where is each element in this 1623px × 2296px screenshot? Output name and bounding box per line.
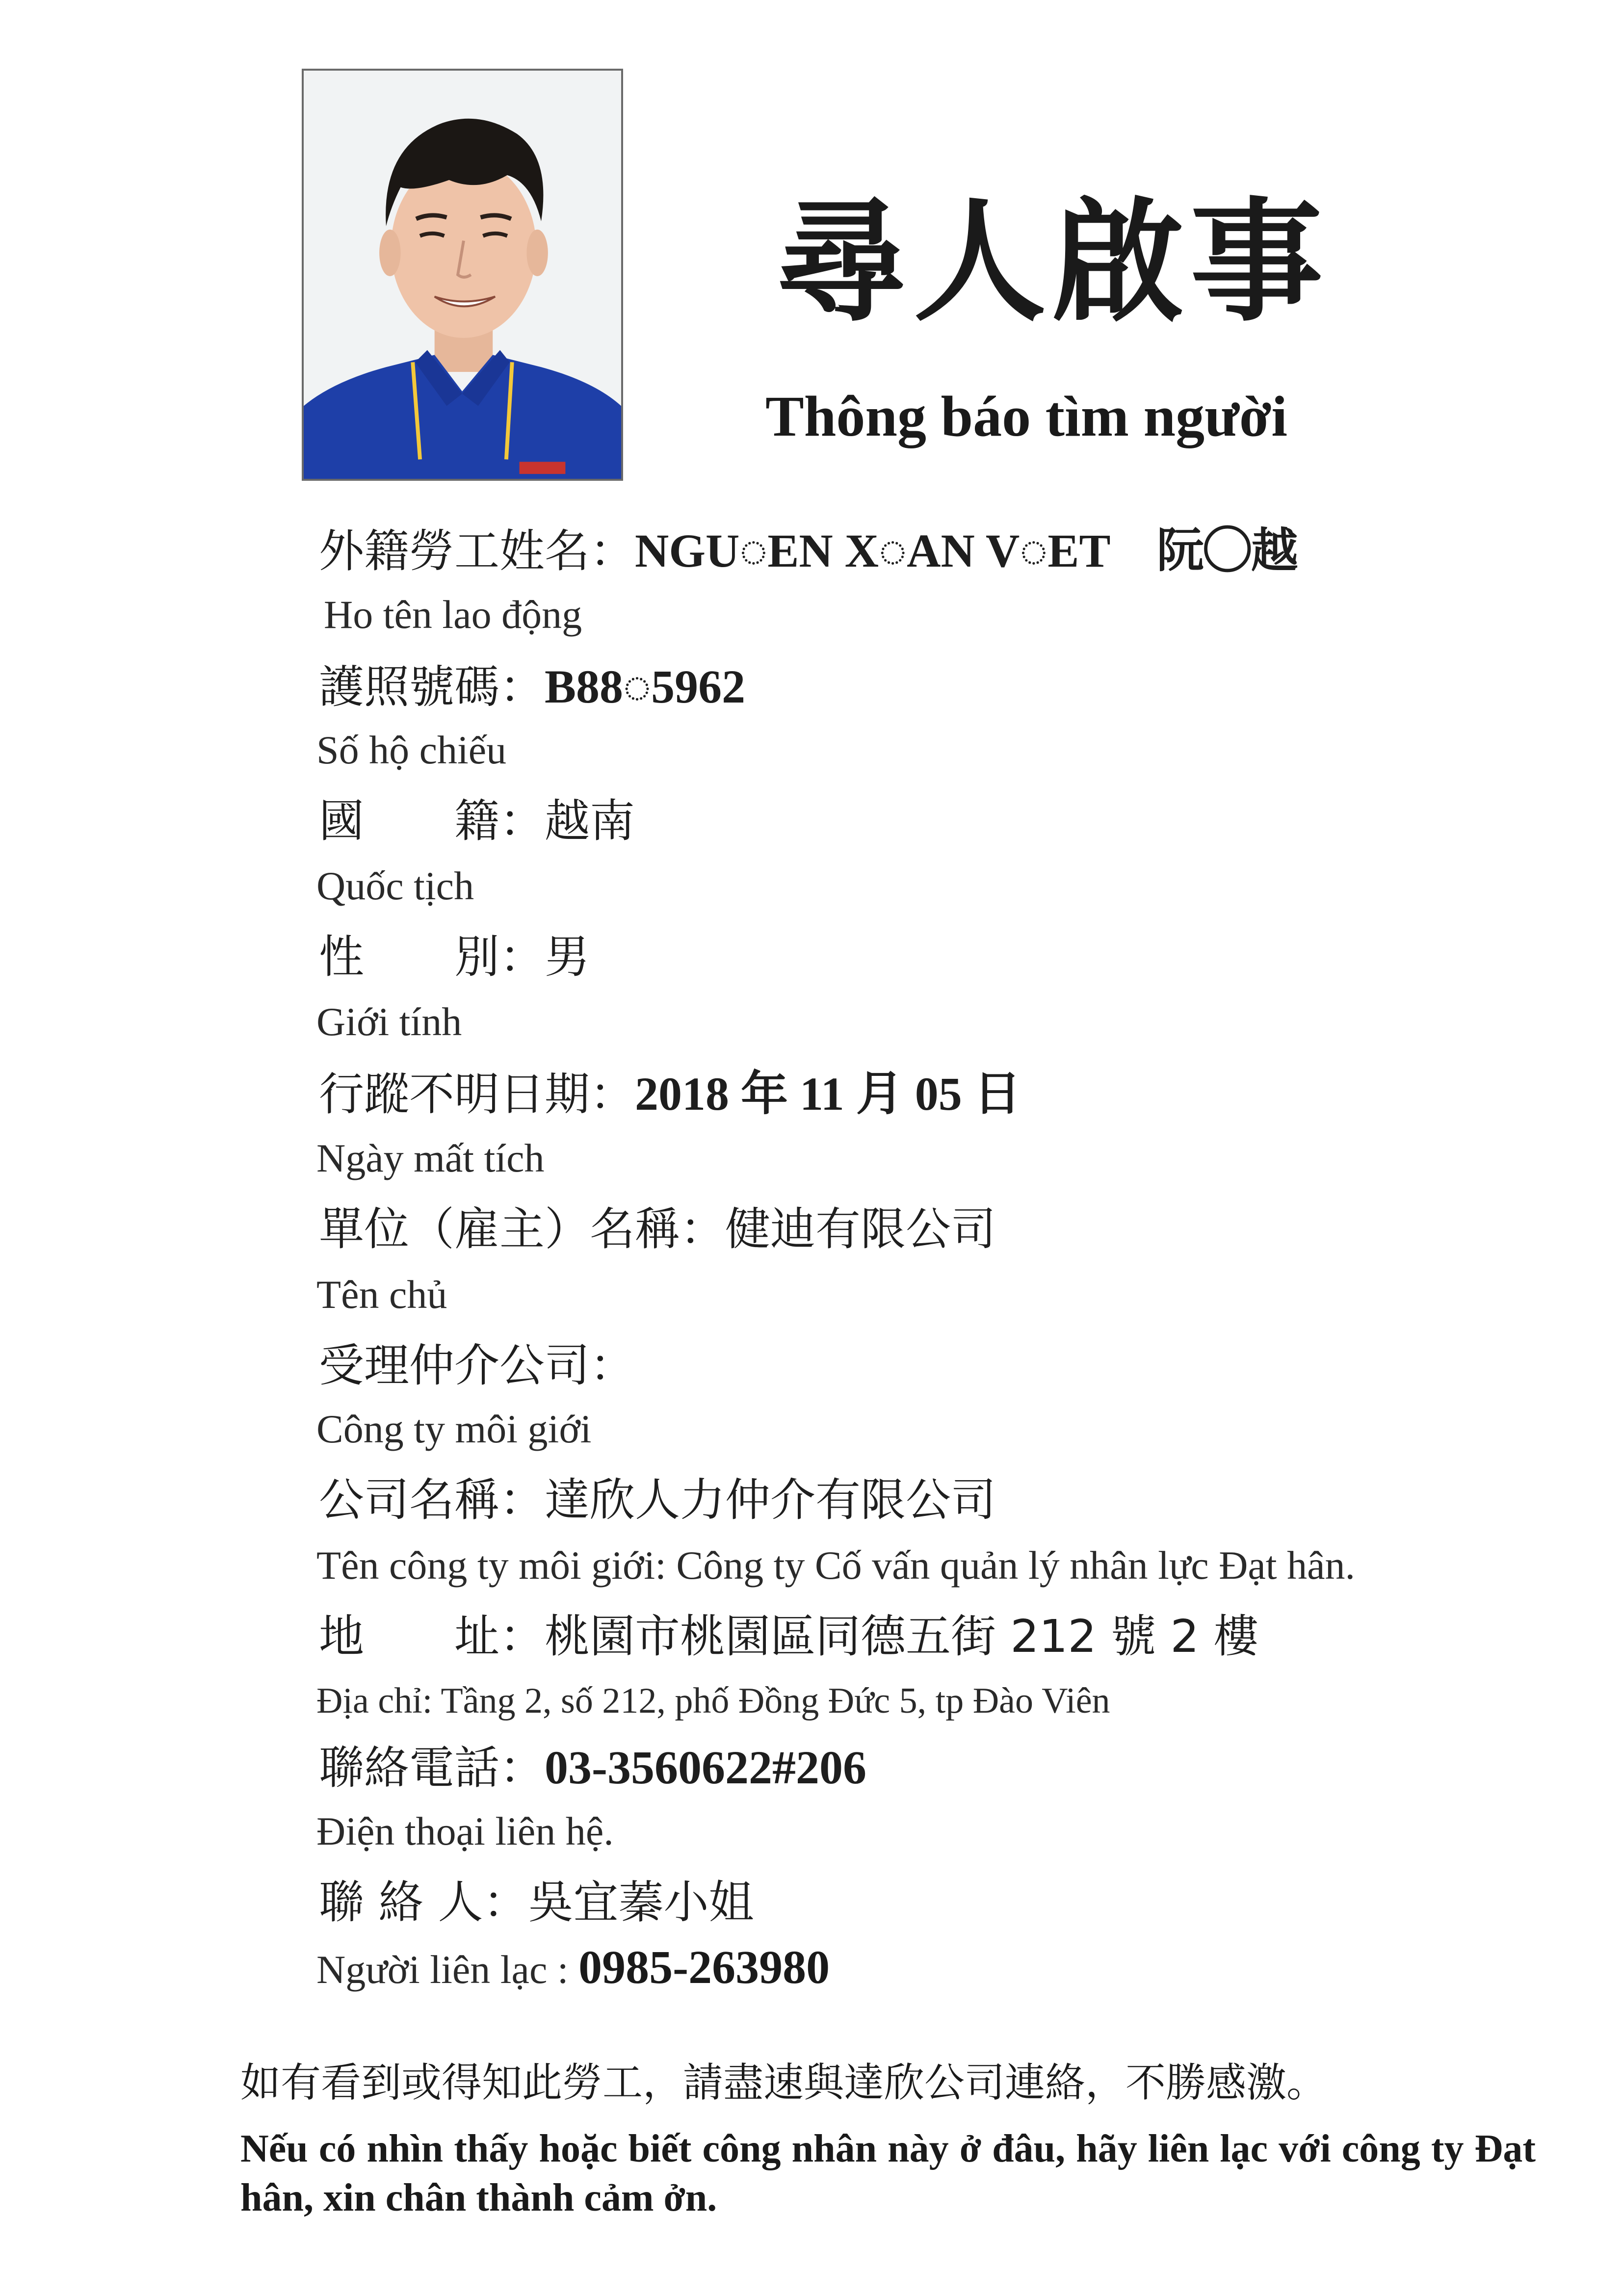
passport-value: B88◌5962 <box>545 660 746 713</box>
passport-row <box>319 660 746 713</box>
notice-title-chinese: 尋人啟事 <box>775 185 1329 339</box>
contact-person-mobile: 0985-263980 <box>578 1941 830 1993</box>
footer-note-vietnamese: Nếu có nhìn thấy hoặc biết công nhân này ở đâu, hãy liên lạc với công ty Đạt hân, xin chân thành cảm ởn. <box>240 2127 1536 2219</box>
company-name-label-vi: Tên công ty môi giới: Công ty Cố vấn quản lý nhân lực Đạt hân. <box>316 1543 1355 1588</box>
employer-value: 健迪有限公司 <box>725 1203 996 1255</box>
worker-name-label: 外籍勞工姓名： <box>319 525 635 577</box>
company-name-label: 公司名稱： <box>319 1474 545 1526</box>
nationality-row <box>319 795 635 847</box>
worker-name-value: NGU◌EN X◌AN V◌ET 阮◯越 <box>635 524 1298 577</box>
passport-label-vi: Số hộ chiếu <box>316 728 507 772</box>
employer-label-vi: Tên chủ <box>316 1272 447 1317</box>
contact-person-row <box>319 1876 754 1929</box>
contact-phone-label-vi: Điện thoại liên hệ. <box>316 1809 614 1853</box>
nationality-value: 越南 <box>545 795 635 847</box>
missing-date-value: 2018 年 11 月 05 日 <box>635 1068 1021 1120</box>
contact-person-label: 聯 絡 人： <box>319 1876 528 1929</box>
gender-value: 男 <box>545 931 590 983</box>
portrait-illustration <box>304 71 621 479</box>
footer-note-chinese: 如有看到或得知此勞工，請盡速與達欣公司連絡，不勝感激。 <box>240 2060 1327 2106</box>
employer-row <box>319 1203 996 1255</box>
company-name-row <box>319 1474 996 1526</box>
address-label-vi: Địa chỉ: Tầng 2, số 212, phố Đồng Đức 5, tp Đào Viên <box>316 1681 1110 1721</box>
contact-phone-row <box>319 1741 866 1794</box>
address-label: 地 址： <box>319 1610 545 1663</box>
worker-name-label-vi: Ho tên lao động <box>324 592 582 637</box>
contact-person-value: 吳宜蓁小姐 <box>528 1876 754 1929</box>
nationality-label-vi: Quốc tịch <box>316 863 474 908</box>
employer-label: 單位（雇主）名稱： <box>319 1203 726 1255</box>
missing-date-row <box>319 1068 1021 1121</box>
contact-phone-value: 03-3560622#206 <box>545 1741 866 1794</box>
missing-date-label-vi: Ngày mất tích <box>316 1136 545 1180</box>
nationality-label: 國 籍： <box>319 795 545 847</box>
contact-person-label-vi: Người liên lạc : <box>316 1947 579 1992</box>
company-name-value: 達欣人力仲介有限公司 <box>545 1474 996 1526</box>
missing-date-label: 行蹤不明日期： <box>319 1068 635 1121</box>
contact-person-label-vi-row <box>316 1941 830 1993</box>
notice-title-vietnamese: Thông báo tìm người <box>765 384 1288 448</box>
passport-label: 護照號碼： <box>319 661 545 713</box>
agency-row <box>319 1339 635 1392</box>
address-row <box>319 1610 1259 1663</box>
contact-phone-label: 聯絡電話： <box>319 1742 545 1794</box>
agency-label: 受理仲介公司： <box>319 1339 635 1392</box>
agency-label-vi: Công ty môi giới <box>316 1407 592 1451</box>
gender-row <box>319 931 590 983</box>
gender-label-vi: Giới tính <box>316 999 462 1044</box>
address-value: 桃園市桃園區同德五街 212 號 2 樓 <box>545 1610 1259 1663</box>
worker-name-row <box>319 524 1298 577</box>
portrait-photo <box>302 69 623 481</box>
gender-label: 性 別： <box>319 931 545 983</box>
